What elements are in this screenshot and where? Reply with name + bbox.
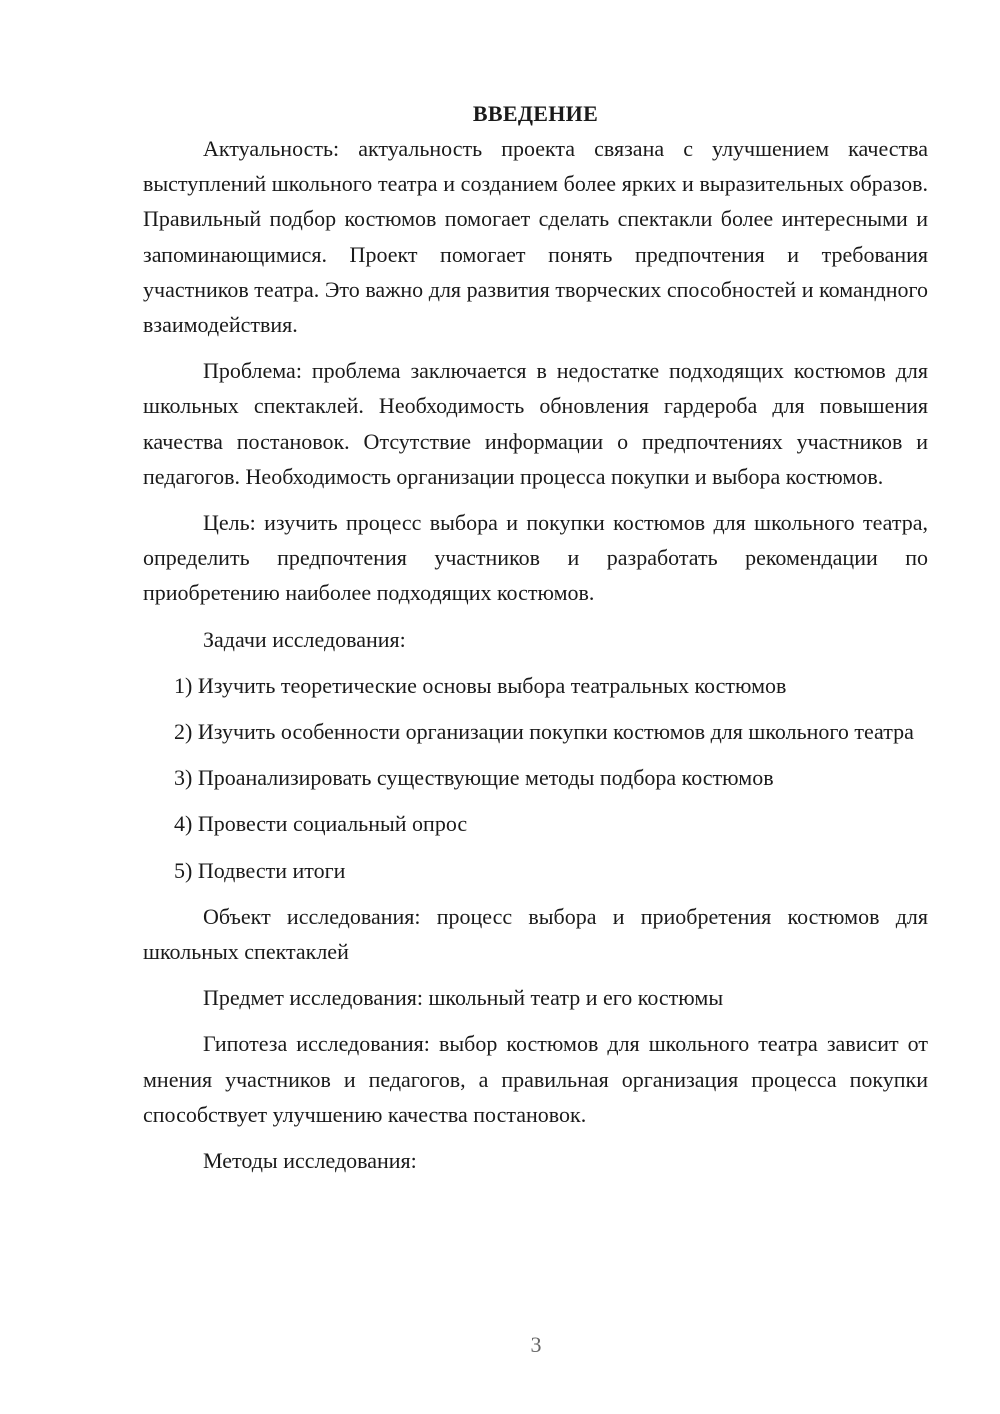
paragraph-object: Объект исследования: процесс выбора и приобретения костюмов для школьных спектаклей bbox=[143, 903, 928, 965]
document-page bbox=[143, 90, 928, 1178]
paragraph-relevance: Актуальность: актуальность проекта связана с улучшением качества выступлений школьного театра и созданием более ярких и выразительных образов. Правильный подбор костюмов помогает сделать спектакли более интересными и запоминающимися. Проект помогает понять предпочтения и требования участников театра. Это важно для развития творческих способностей и командного взаимодействия. bbox=[143, 136, 928, 338]
list-item: 2) Изучить особенности организации покупки костюмов для школьного театра bbox=[174, 719, 914, 745]
page-title: ВВЕДЕНИЕ bbox=[472, 101, 599, 126]
paragraph-goal: Цель: изучить процесс выбора и покупки костюмов для школьного театра, определить предпочтения участников и разработать рекомендации по приобретению наиболее подходящих костюмов. bbox=[143, 510, 928, 606]
paragraph-problem: Проблема: проблема заключается в недостатке подходящих костюмов для школьных спектаклей. Необходимость обновления гардероба для повышения качества постановок. Отсутствие информации о предпочтениях участников и педагогов. Необходимость организации процесса покупки и выбора костюмов. bbox=[143, 358, 928, 489]
list-item: 5) Подвести итоги bbox=[174, 857, 346, 883]
methods-heading: Методы исследования: bbox=[203, 1148, 417, 1174]
list-item: 3) Проанализировать существующие методы подбора костюмов bbox=[174, 765, 774, 791]
page-number: 3 bbox=[530, 1332, 542, 1357]
paragraph-subject: Предмет исследования: школьный театр и его костюмы bbox=[203, 985, 724, 1011]
list-item: 1) Изучить теоретические основы выбора театральных костюмов bbox=[174, 672, 787, 698]
tasks-heading: Задачи исследования: bbox=[203, 626, 406, 652]
paragraph-hypothesis: Гипотеза исследования: выбор костюмов для школьного театра зависит от мнения участников и педагогов, а правильная организация процесса покупки способствует улучшению качества постановок. bbox=[143, 1031, 928, 1127]
list-item: 4) Провести социальный опрос bbox=[174, 811, 468, 837]
